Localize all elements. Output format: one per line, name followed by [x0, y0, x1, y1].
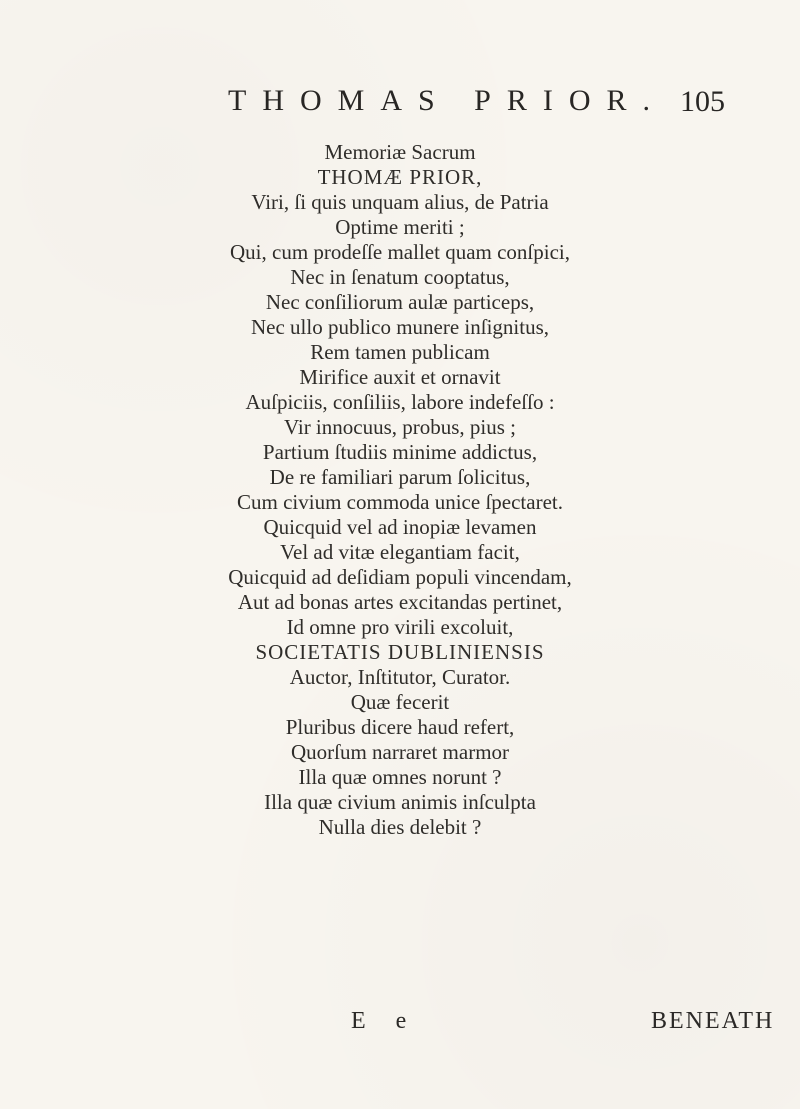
inscription-line: Nulla dies delebit ?: [318, 815, 482, 839]
memorial-inscription: [0, 140, 800, 840]
inscription-line: Vel ad vitæ elegantiam facit,: [280, 540, 520, 564]
inscription-line: SOCIETATIS DUBLINIENSIS: [255, 640, 545, 664]
inscription-line: Nec in ſenatum cooptatus,: [290, 265, 510, 289]
inscription-line: Viri, ſi quis unquam alius, de Patria: [251, 190, 549, 214]
inscription-line: Memoriæ Sacrum: [324, 140, 476, 164]
inscription-line: Id omne pro virili excoluit,: [286, 615, 514, 639]
inscription-line: Auctor, Inſtitutor, Curator.: [289, 665, 511, 689]
inscription-line: Nec ullo publico munere inſignitus,: [250, 315, 550, 339]
inscription-line: Illa quæ civium animis inſculpta: [264, 790, 536, 814]
running-head: [0, 86, 800, 126]
inscription-line: Vir innocuus, probus, pius ;: [283, 415, 517, 439]
inscription-line: Aut ad bonas artes excitandas pertinet,: [237, 590, 563, 614]
inscription-line: Optime meriti ;: [335, 215, 465, 239]
inscription-line: Rem tamen publicam: [310, 340, 490, 364]
inscription-line: Quicquid ad deſidiam populi vincendam,: [228, 565, 572, 589]
inscription-line: Quæ fecerit: [350, 690, 450, 714]
inscription-line: Quicquid vel ad inopiæ levamen: [263, 515, 537, 539]
page-footer: [0, 1009, 800, 1039]
inscription-line: De re familiari parum ſolicitus,: [269, 465, 531, 489]
catchword: BENEATH: [651, 1008, 775, 1034]
inscription-line: Illa quæ omnes norunt ?: [298, 765, 502, 789]
inscription-line: Mirifice auxit et ornavit: [299, 365, 501, 389]
inscription-line: Nec conſiliorum aulæ particeps,: [265, 290, 535, 314]
inscription-line: Pluribus dicere haud refert,: [285, 715, 515, 739]
running-title: THOMAS PRIOR.: [228, 84, 667, 117]
inscription-line: Quorſum narraret marmor: [290, 740, 510, 764]
signature-mark: E e: [351, 1008, 419, 1034]
inscription-line: Qui, cum prodeſſe mallet quam conſpici,: [230, 240, 570, 264]
page-number: 105: [680, 85, 725, 118]
inscription-line: Partium ſtudiis minime addictus,: [262, 440, 538, 464]
inscription-line: Auſpiciis, conſiliis, labore indefeſſo :: [245, 390, 555, 414]
inscription-line: THOMÆ PRIOR,: [317, 165, 483, 189]
inscription-line: Cum civium commoda unice ſpectaret.: [237, 490, 563, 514]
